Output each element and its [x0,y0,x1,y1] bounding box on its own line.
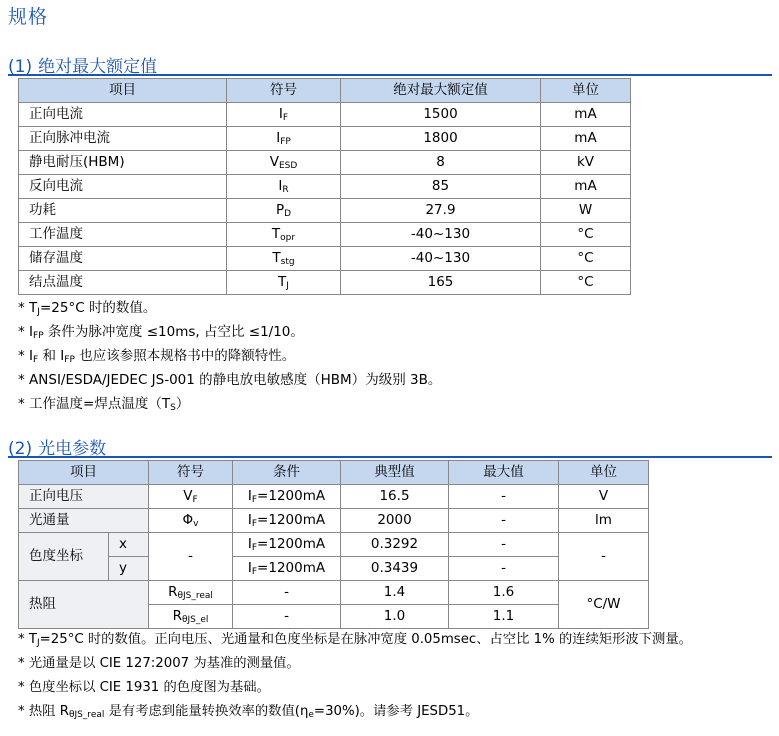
row-item: 功耗 [19,199,227,223]
row-typical: 1.0 [341,605,449,629]
row-unit: lm [559,509,649,533]
row-condition: - [233,605,341,629]
row-value: -40~130 [341,223,541,247]
row-item: 储存温度 [19,247,227,271]
row-value: 85 [341,175,541,199]
section2-rule [8,456,772,458]
row-value: 27.9 [341,199,541,223]
table-header-row [19,461,649,485]
table-row [19,533,649,557]
row-unit: °C [541,247,631,271]
row-typical: 2000 [341,509,449,533]
row-unit: °C [541,271,631,295]
row-unit: mA [541,175,631,199]
row-max: 1.6 [449,581,559,605]
section1-notes [18,296,441,416]
section2-title-text: 光电参数 [38,439,107,459]
row-unit: - [559,533,649,581]
row-condition: $I_F=1200mA$ [233,533,341,557]
row-symbol: $T_{stg}$ [227,247,341,271]
row-item: 正向电压 [19,485,149,509]
row-unit: V [559,485,649,509]
header-symbol: 符号 [227,79,341,103]
row-unit: mA [541,127,631,151]
row-max: 1.1 [449,605,559,629]
table-row [19,199,631,223]
row-item: 正向电流 [19,103,227,127]
row-unit: kV [541,151,631,175]
note-item: * 工作温度=焊点温度$(T_S)$ [18,396,190,413]
row-value: 1500 [341,103,541,127]
row-condition: $I_F=1200mA$ [233,509,341,533]
row-item: 反向电流 [19,175,227,199]
row-condition: - [233,581,341,605]
note-item: * 光通量是以 CIE 127:2007 为基准的测量值。 [18,656,300,671]
row-max: - [449,533,559,557]
row-item: 热阻 [19,581,149,629]
row-unit: W [541,199,631,223]
row-unit: °C/W [559,581,649,629]
section1-title-text: 绝对最大额定值 [38,57,158,77]
row-typical: 1.4 [341,581,449,605]
note-item: * $T_J=25^\circ C$ 时的数值。 [18,300,157,317]
row-max: - [449,485,559,509]
section2-number: (2) [8,439,33,459]
header-symbol: 符号 [149,461,233,485]
row-symbol: $V_{ESD}$ [227,151,341,175]
row-symbol: $R_{\theta JS\_el}$ [149,605,233,629]
note-item: * $I_{FP}$ 条件为脉冲宽度 ≤10ms, 占空比 ≤1/10。 [18,324,304,341]
table-row [19,223,631,247]
row-symbol: $I_{FP}$ [227,127,341,151]
row-max: - [449,509,559,533]
row-symbol: $\Phi_v$ [149,509,233,533]
row-item: 色度坐标 [19,533,109,581]
row-unit: mA [541,103,631,127]
table-row [19,175,631,199]
row-sub-item: y [109,557,149,581]
row-unit: °C [541,223,631,247]
row-max: - [449,557,559,581]
table-row [19,247,631,271]
page-title: 规格 [8,6,49,28]
note-item: * 色度坐标以 CIE 1931 的色度图为基础。 [18,680,270,695]
row-value: 8 [341,151,541,175]
table-row [19,485,649,509]
row-value: 165 [341,271,541,295]
row-symbol: $R_{\theta JS\_real}$ [149,581,233,605]
note-item: * 热阻 $R_{\theta JS\_real}$ 是有考虑到能量转换效率的数值$(\eta_e=30\%)$。请参考 JESD51。 [18,704,479,720]
note-item: * $I_F$ 和 $I_{FP}$ 也应该参照本规格书中的降额特性。 [18,348,296,365]
row-typical: 16.5 [341,485,449,509]
row-typical: 0.3439 [341,557,449,581]
table-row [19,151,631,175]
header-condition: 条件 [233,461,341,485]
row-symbol: $I_F$ [227,103,341,127]
header-max: 最大值 [449,461,559,485]
row-item: 结点温度 [19,271,227,295]
table-row [19,581,649,605]
row-symbol: $T_J$ [227,271,341,295]
row-typical: 0.3292 [341,533,449,557]
header-item: 项目 [19,79,227,103]
row-symbol: $I_R$ [227,175,341,199]
note-item: * ANSI/ESDA/JEDEC JS-001 的静电放电敏感度（HBM）为级别 3B。 [18,372,442,388]
table-row [19,509,649,533]
note-item: * $T_J=25^\circ C$ 时的数值。正向电压、光通量和色度坐标是在脉冲宽度 0.05msec、占空比 1% 的连续矩形波下测量。 [18,632,692,648]
row-sub-item: x [109,533,149,557]
table-row [19,103,631,127]
row-item: 正向脉冲电流 [19,127,227,151]
row-item: 光通量 [19,509,149,533]
header-typical: 典型值 [341,461,449,485]
absolute-max-table [18,78,631,295]
row-symbol: $T_{opr}$ [227,223,341,247]
table-row [19,557,649,581]
row-condition: $I_F=1200mA$ [233,557,341,581]
row-value: -40~130 [341,247,541,271]
row-symbol: $V_F$ [149,485,233,509]
header-rating: 绝对最大额定值 [341,79,541,103]
section2-notes [18,628,692,724]
optical-params-table [18,460,649,629]
row-item: 静电耐压(HBM) [19,151,227,175]
row-value: 1800 [341,127,541,151]
row-symbol: - [149,533,233,581]
header-unit: 单位 [541,79,631,103]
table-row [19,127,631,151]
row-condition: $I_F=1200mA$ [233,485,341,509]
header-unit: 单位 [559,461,649,485]
section1-number: (1) [8,57,33,77]
table-header-row [19,79,631,103]
row-symbol: $P_D$ [227,199,341,223]
header-item: 项目 [19,461,149,485]
section1-rule [8,74,772,76]
table-row [19,271,631,295]
row-item: 工作温度 [19,223,227,247]
